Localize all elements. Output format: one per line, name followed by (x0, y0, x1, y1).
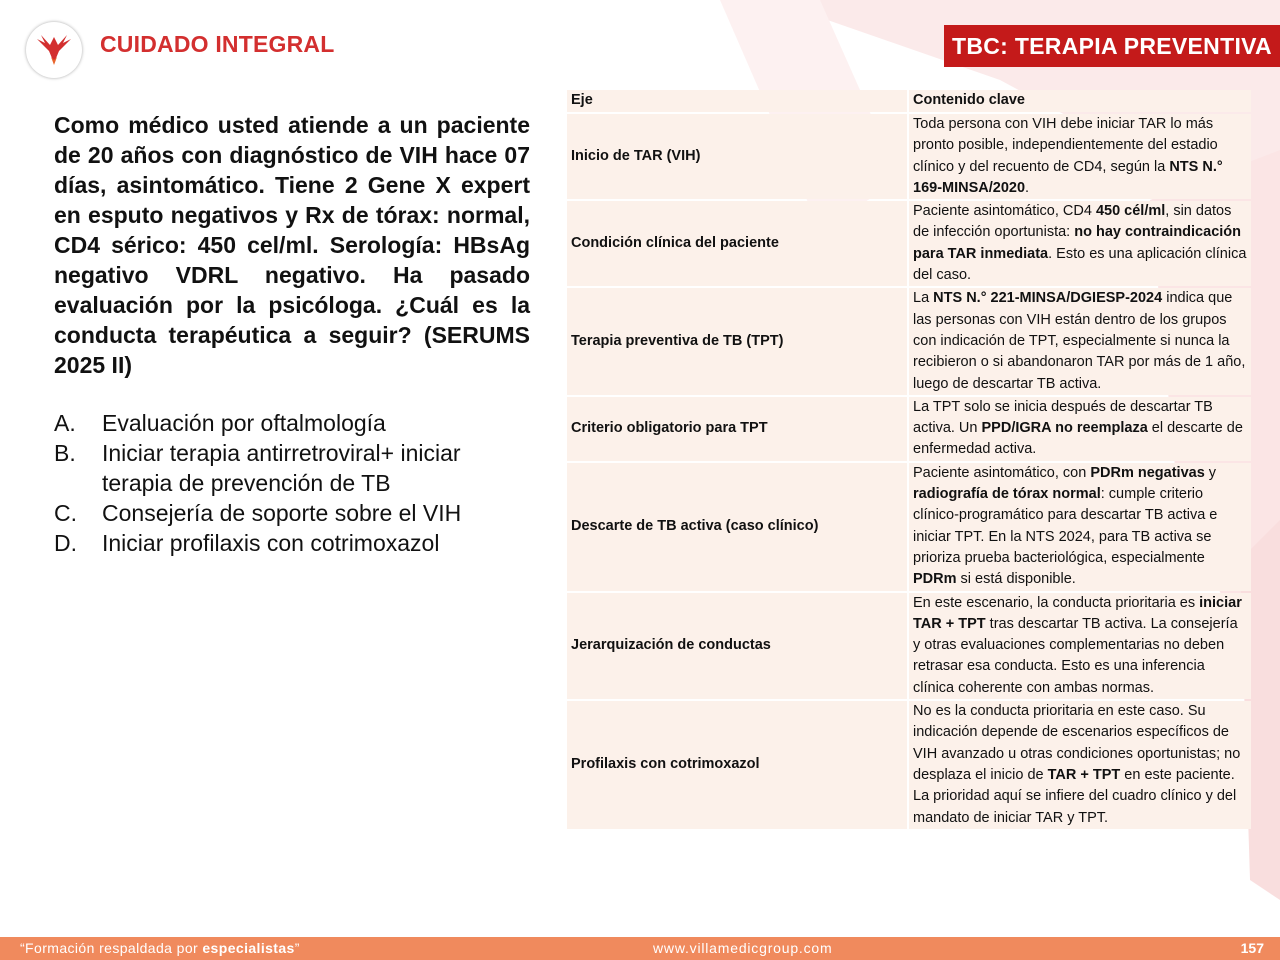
bold-text: NTS N.° 221-MINSA/DGIESP-2024 (933, 290, 1163, 307)
text: No es la conducta prioritaria en este caso. Su indicación depende de escenarios específicos de VIH avanzado u otras condiciones oportunistas; no desplaza el inicio de (913, 703, 1241, 783)
option-letter: C. (54, 500, 77, 526)
slogan-bold: especialistas (202, 940, 295, 956)
option-letter: A. (54, 410, 76, 436)
table-cell-contenido (909, 201, 1251, 286)
bold-text: iniciar TAR + TPT (913, 594, 1242, 632)
text: Paciente asintomático, con (913, 464, 1091, 481)
table-cell-contenido (909, 593, 1251, 699)
table-row (567, 114, 1251, 199)
text: . Esto es una aplicación clínica del caso. (913, 245, 1247, 284)
table-row (567, 201, 1251, 286)
bold-text: PDRm negativas (1090, 464, 1205, 481)
bold-text: PDRm (913, 571, 957, 588)
bold-text: 450 cél/ml (1095, 203, 1166, 220)
page-number: 157 (1240, 940, 1264, 956)
text: La TPT solo se inicia después de descartar TB activa. Un (913, 398, 1213, 437)
column-header-contenido: Contenido clave (909, 90, 1251, 112)
text: La (913, 290, 934, 307)
slogan-close: ” (294, 940, 300, 956)
table-cell-eje: Descarte de TB activa (caso clínico) (567, 463, 907, 591)
brand-name: CUIDADO INTEGRAL (100, 31, 335, 57)
bold-text: TAR + TPT (1047, 766, 1121, 783)
column-header-eje: Eje (567, 90, 907, 112)
text: En este escenario, la conducta prioritaria es (913, 594, 1200, 611)
footer-slogan (20, 940, 300, 956)
footer-bar (0, 937, 1280, 960)
option-text: Iniciar profilaxis con cotrimoxazol (102, 530, 440, 556)
text: tras descartar TB activa. La consejería y otras evaluaciones complementarias no deben retrasar esa conducta. Esto es una inferencia clínica coherente con ambas normas. (913, 615, 1238, 696)
text: el descarte de enfermedad activa. (913, 420, 1243, 458)
option-letter: D. (54, 530, 77, 556)
option-letter: B. (54, 440, 76, 466)
option-d (54, 528, 530, 558)
bold-text: PPD/IGRA no reemplaza (981, 420, 1148, 437)
brand-logo (26, 22, 82, 78)
table-cell-contenido (909, 288, 1251, 394)
table-row (567, 397, 1251, 461)
table-cell-eje: Condición clínica del paciente (567, 201, 907, 286)
text: indica que las personas con VIH están dentro de los grupos con indicación de TPT, especialmente si nunca la recibieron o si abandonaron TAR por más de 1 año, luego de descartar TB activa. (913, 290, 1246, 392)
option-text: Consejería de soporte sobre el VIH (102, 500, 462, 526)
table-header-row (567, 90, 1251, 112)
option-text: Iniciar terapia antirretroviral+ iniciar terapia de prevención de TB (102, 440, 461, 496)
answer-options (54, 408, 530, 558)
table-cell-eje: Profilaxis con cotrimoxazol (567, 701, 907, 829)
option-text: Evaluación por oftalmología (102, 410, 386, 436)
table-cell-contenido (909, 701, 1251, 829)
table-row (567, 701, 1251, 829)
content-table (565, 88, 1253, 831)
table-row (567, 593, 1251, 699)
bold-text: radiografía de tórax normal (913, 486, 1101, 503)
table-cell-eje: Criterio obligatorio para TPT (567, 397, 907, 461)
option-a (54, 408, 530, 438)
table-cell-contenido (909, 463, 1251, 591)
table-cell-contenido (909, 114, 1251, 199)
text: Toda persona con VIH debe iniciar TAR lo más pronto posible, independientemente del estadio clínico y del recuento de CD4, según la (913, 116, 1218, 175)
text: en este paciente. La prioridad aquí se infiere del cuadro clínico y del mandato de iniciar TAR y TPT. (913, 766, 1237, 826)
text: . (1025, 179, 1030, 196)
phoenix-icon (31, 27, 77, 73)
text: y (1204, 464, 1217, 481)
option-c (54, 498, 530, 528)
table-cell-eje: Terapia preventiva de TB (TPT) (567, 288, 907, 394)
table-cell-contenido (909, 397, 1251, 461)
bold-text: NTS N.° 169-MINSA/2020 (913, 158, 1223, 196)
table-cell-eje: Inicio de TAR (VIH) (567, 114, 907, 199)
page-title: TBC: TERAPIA PREVENTIVA (944, 25, 1280, 67)
text: : cumple criterio clínico-programático para descartar TB activa e iniciar TPT. En la NTS 2024, para TB activa se prioriza prueba bacteriológica, especialmente (913, 486, 1218, 566)
table-row (567, 463, 1251, 591)
text: , sin datos de infección oportunista: (913, 203, 1232, 241)
option-b (54, 438, 530, 498)
question-stem: Como médico usted atiende a un paciente de 20 años con diagnóstico de VIH hace 07 días, asintomático. Tiene 2 Gene X expert en esputo negativos y Rx de tórax: normal, CD4 sérico: 450 cel/ml. Serología: HBsAg negativo VDRL negativo. Ha pasado evaluación por la psicóloga. ¿Cuál es la conducta terapéutica a seguir? (SERUMS 2025 II) (54, 112, 530, 378)
slogan-text: “Formación respaldada por (20, 940, 203, 956)
table-row (567, 288, 1251, 394)
bold-text: no hay contraindicación para TAR inmediata (913, 224, 1241, 262)
table-cell-eje: Jerarquización de conductas (567, 593, 907, 699)
text: si está disponible. (956, 571, 1076, 588)
text: Paciente asintomático, CD4 (913, 203, 1096, 220)
footer-website: www.villamedicgroup.com (653, 940, 833, 956)
